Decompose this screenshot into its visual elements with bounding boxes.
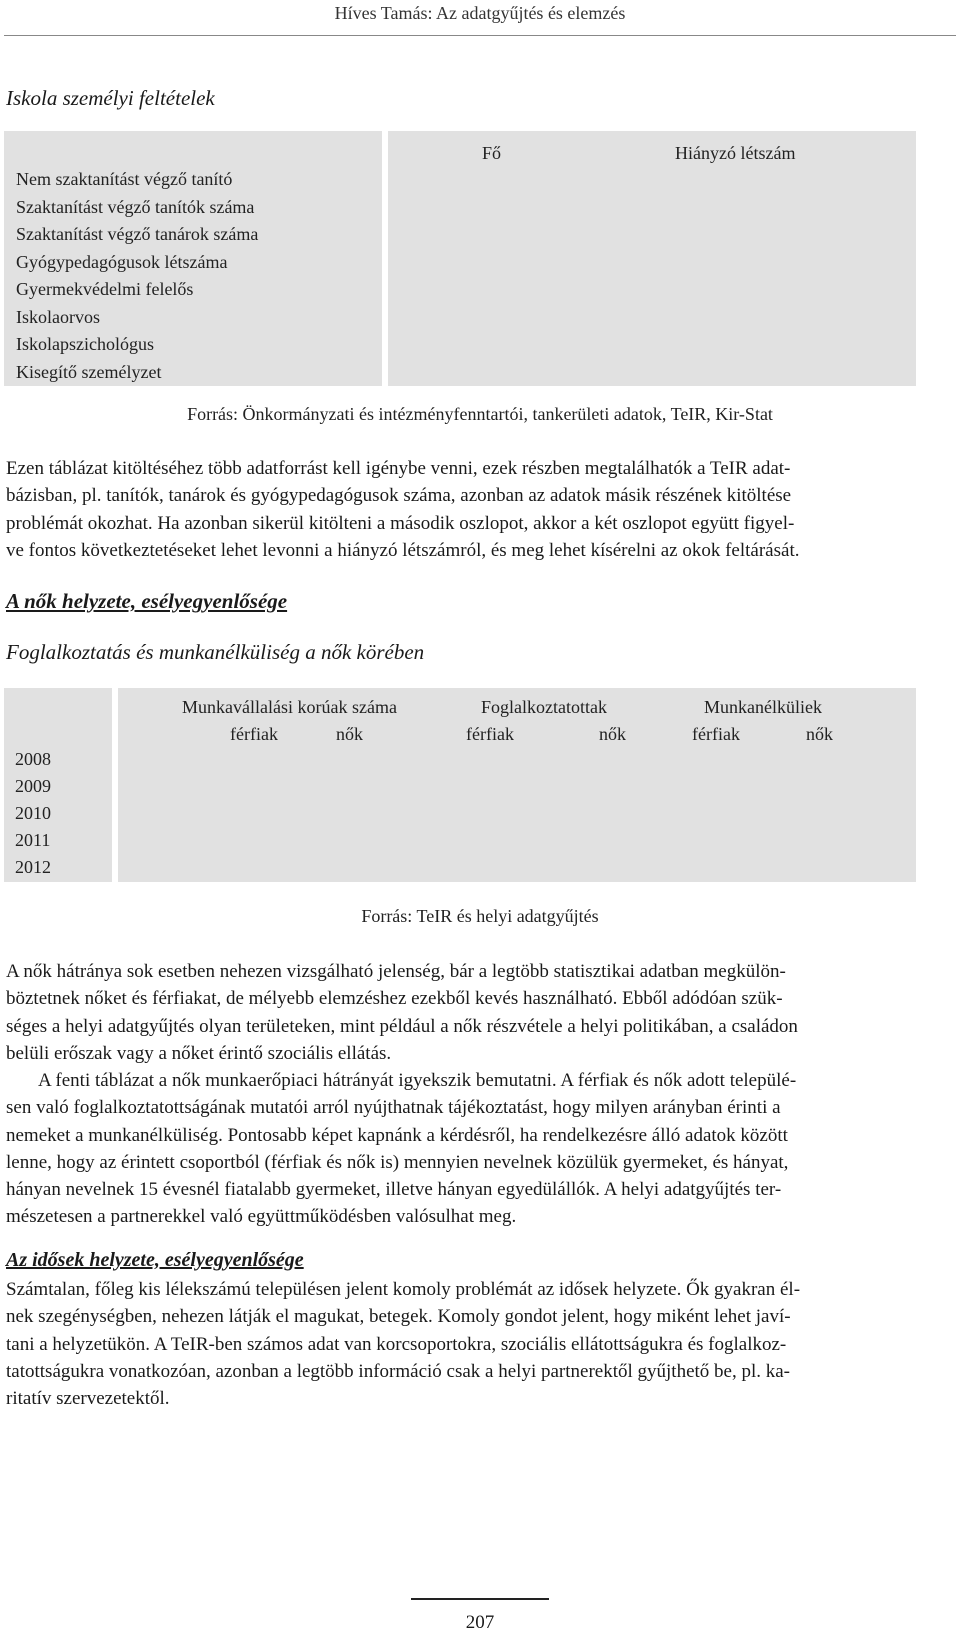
staff-row-label: Kisegítő személyzet <box>16 361 162 382</box>
paragraph-line: sen való foglalkoztatottságának mutatói arról nyújthatnak tájékoztatást, hogy milyen arányban érinti a <box>6 1097 781 1119</box>
staff-row-label: Nem szaktanítást végző tanító <box>16 169 233 189</box>
staff-table-explanation <box>6 455 916 564</box>
header-divider <box>4 35 956 36</box>
paragraph-line: nemeket a munkanélküliség. Pontosabb képet kapnánk a kérdésről, ha rendelkezésre álló adatok között <box>6 1124 788 1146</box>
paragraph-line: bázisban, pl. tanítók, tanárok és gyógypedagógusok száma, azonban az adatok másik részének kitöltése <box>6 485 792 507</box>
subheader-men: férfiak <box>230 724 278 744</box>
col-header-fo: Fő <box>482 143 502 163</box>
paragraph-line: mészetesen a partnerekkel való együttműködésben valósulhat meg. <box>6 1206 517 1228</box>
paragraph-line: ritatív szervezetektől. <box>6 1388 170 1410</box>
section-title-elderly: Az idősek helyzete, esélyegyenlősége <box>6 1249 304 1271</box>
subheader-men: férfiak <box>466 724 514 744</box>
group-header-working-age: Munkavállalási korúak száma <box>182 697 397 717</box>
staff-row-label: Szaktanítást végző tanítók száma <box>16 196 255 217</box>
staff-row-label: Iskolaorvos <box>16 306 100 327</box>
paragraph-line: A nők hátránya sok esetben nehezen vizsgálható jelenség, bár a legtöbb statisztikai adatban megkülön- <box>6 961 786 982</box>
subsection-title-employment: Foglalkoztatás és munkanélküliség a nők körében <box>6 640 425 664</box>
col-header-hianyzo-letszam: Hiányzó létszám <box>675 143 796 163</box>
women-paragraph-1 <box>6 958 916 1067</box>
paragraph-line: séges a helyi adatgyűjtés olyan területeken, mint például a nők részvétele a helyi politikában, a családon <box>6 1015 798 1037</box>
subheader-men: férfiak <box>692 724 740 744</box>
section-title-women: A nők helyzete, esélyegyenlősége <box>6 589 288 613</box>
paragraph-line: Ezen táblázat kitöltéséhez több adatforrást kell igénybe venni, ezek részben megtalálhatók a TeIR adat- <box>6 458 791 479</box>
staff-row-label: Gyermekvédelmi felelős <box>16 279 194 299</box>
paragraph-line: belüli erőszak vagy a nőket érintő szociális ellátás. <box>6 1042 392 1064</box>
year-label: 2012 <box>15 857 51 877</box>
section-title-school-staff: Iskola személyi feltételek <box>6 86 215 110</box>
group-header-employed: Foglalkoztatottak <box>481 697 607 717</box>
running-header: Híves Tamás: Az adatgyűjtés és elemzés <box>334 3 626 23</box>
paragraph-line: A fenti táblázat a nők munkaerőpiaci hátrányát igyekszik bemutatni. A férfiak és nők adott települé- <box>38 1070 797 1091</box>
paragraph-line: tatottságukra vonatkozóan, azonban a legtöbb információ csak a helyi partnerektől gyűjthető be, pl. ka- <box>6 1360 791 1382</box>
year-label: 2009 <box>15 776 51 796</box>
paragraph-line: Számtalan, főleg kis lélekszámú településen jelent komoly problémát az idősek helyzete. Ők gyakran él- <box>6 1279 801 1300</box>
page-number: 207 <box>465 1612 495 1633</box>
year-labels <box>15 746 51 881</box>
paragraph-line: böztetnek nőket és férfiakat, de mélyebb elemzéshez ezekből kevés használható. Ebből adódóan szük- <box>6 988 783 1010</box>
staff-table-label-column <box>4 131 382 386</box>
paragraph-line: tani a helyzetükön. A TeIR-ben számos adat van korcsoportokra, szociális ellátottságukra és foglalkoz- <box>6 1333 787 1355</box>
year-label: 2011 <box>15 830 51 850</box>
subheader-women: nők <box>599 724 626 744</box>
staff-row-labels <box>16 166 258 386</box>
subheader-women: nők <box>336 724 363 744</box>
paragraph-line: hányan nevelnek 15 évesnél fiatalabb gyermeket, illetve hányan egyedülállók. A helyi adatgyűjtés ter- <box>6 1179 782 1201</box>
employment-table-data-area <box>118 688 916 882</box>
elderly-paragraph <box>6 1276 916 1412</box>
subheader-women: nők <box>806 724 833 744</box>
employment-table-source: Forrás: TeIR és helyi adatgyűjtés <box>361 906 599 926</box>
paragraph-line: nek szegénységben, nehezen látják el magukat, betegek. Komoly gondot jelent, hogy miként lehet javí- <box>6 1306 791 1328</box>
staff-row-label: Iskolapszichológus <box>16 334 154 354</box>
year-label: 2008 <box>15 749 51 769</box>
footer-divider <box>411 1598 549 1600</box>
group-header-unemployed: Munkanélküliek <box>704 697 822 717</box>
paragraph-line: ve fontos következtetéseket lehet levonni a hiányzó létszámról, és meg lehet kísérelni az okok feltárását. <box>6 539 800 561</box>
paragraph-line: problémát okozhat. Ha azonban sikerül kitölteni a második oszlopot, akkor a két oszlopot együtt figyel- <box>6 512 795 534</box>
employment-table-year-column <box>4 688 112 882</box>
staff-table-source: Forrás: Önkormányzati és intézményfenntartói, tankerületi adatok, TeIR, Kir-Stat <box>187 404 773 424</box>
staff-table-data-area <box>388 131 916 386</box>
year-label: 2010 <box>15 803 51 823</box>
women-paragraph-2 <box>6 1067 916 1231</box>
staff-row-label: Gyógypedagógusok létszáma <box>16 251 228 272</box>
staff-row-label: Szaktanítást végző tanárok száma <box>16 224 259 244</box>
paragraph-line: lenne, hogy az érintett csoportból (férfiak és nők is) mennyien nevelnek közülük gyermeket, és hányat, <box>6 1151 789 1173</box>
